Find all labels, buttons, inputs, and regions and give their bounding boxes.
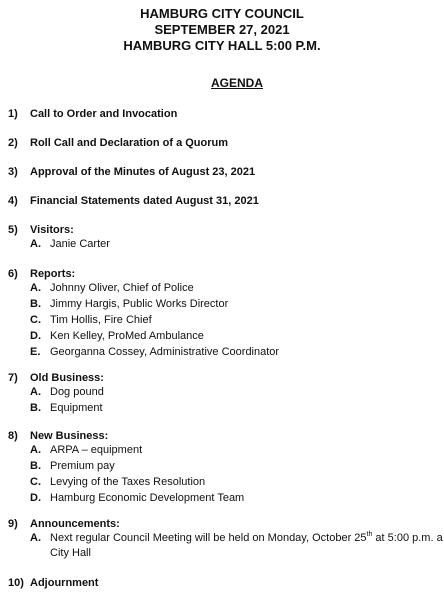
sub-item (8, 443, 438, 458)
agenda-item-8 (8, 430, 438, 506)
item-title: Old Business: (30, 372, 104, 384)
item-number: 6) (8, 268, 18, 280)
sub-item-text: Jimmy Hargis, Public Works Director (50, 298, 229, 310)
sub-item-text: Tim Hollis, Fire Chief (50, 314, 152, 326)
sub-item-text: Ken Kelley, ProMed Ambulance (50, 330, 204, 342)
agenda-item-3 (8, 166, 438, 178)
item-number: 8) (8, 430, 18, 442)
item-title: Financial Statements dated August 31, 2021 (30, 195, 259, 207)
sub-item-letter: B. (30, 402, 41, 414)
sub-item (8, 345, 438, 360)
sub-item-text-before: Next regular Council Meeting will be held on Monday, October 25 (50, 532, 367, 544)
sub-item (8, 281, 438, 296)
sub-item (8, 313, 438, 328)
sub-item-text: Johnny Oliver, Chief of Police (50, 282, 194, 294)
sub-item (8, 459, 438, 474)
item-number: 3) (8, 166, 18, 178)
agenda-item-5 (8, 224, 438, 252)
agenda-item-10 (8, 577, 438, 589)
sub-item-continuation: City Hall (50, 547, 91, 559)
item-title: Roll Call and Declaration of a Quorum (30, 137, 229, 149)
sub-item-letter: A. (30, 532, 41, 544)
item-number: 1) (8, 108, 18, 120)
sub-item-letter: B. (30, 298, 41, 310)
sub-item-text: Janie Carter (50, 238, 110, 250)
document-header (0, 6, 444, 54)
agenda-title: AGENDA (210, 76, 263, 90)
sub-item-letter: A. (30, 444, 41, 456)
sub-item (8, 401, 438, 416)
sub-item (8, 237, 438, 252)
sub-item-letter: B. (30, 460, 41, 472)
sub-item (8, 531, 443, 561)
sub-item (8, 475, 438, 490)
agenda-item-4 (8, 195, 438, 207)
item-number: 10) (8, 577, 24, 589)
sub-item-text: ARPA – equipment (50, 444, 143, 456)
sub-item (8, 491, 438, 506)
sub-item-text: Hamburg Economic Development Team (50, 492, 245, 504)
sub-item-letter: A. (30, 238, 41, 250)
header-line-1: HAMBURG CITY COUNCIL (140, 6, 304, 21)
item-title: Visitors: (30, 224, 74, 236)
item-title: New Business: (30, 430, 109, 442)
sub-item-text-after: at 5:00 p.m. a (372, 532, 443, 544)
header-line-2: SEPTEMBER 27, 2021 (154, 22, 290, 37)
item-title: Adjournment (30, 577, 99, 589)
superscript: th (366, 531, 373, 538)
item-title: Reports: (30, 268, 76, 280)
agenda-item-7 (8, 372, 438, 416)
header-line-3: HAMBURG CITY HALL 5:00 P.M. (123, 38, 321, 53)
agenda-item-6 (8, 268, 438, 360)
item-number: 4) (8, 195, 18, 207)
item-number: 2) (8, 137, 18, 149)
item-number: 7) (8, 372, 18, 384)
item-title: Announcements: (30, 518, 120, 530)
item-number: 9) (8, 518, 18, 530)
sub-item-letter: C. (30, 314, 41, 326)
sub-item (8, 385, 438, 400)
sub-item-letter: D. (30, 492, 41, 504)
item-title: Call to Order and Invocation (30, 108, 178, 120)
sub-item-letter: E. (30, 346, 41, 358)
sub-item (8, 297, 438, 312)
sub-item-text: Dog pound (50, 386, 104, 398)
agenda-item-1 (8, 108, 438, 120)
sub-item-text: Levying of the Taxes Resolution (50, 476, 206, 488)
sub-item-letter: A. (30, 386, 41, 398)
sub-item-letter: C. (30, 476, 41, 488)
agenda-item-9 (8, 518, 443, 561)
item-number: 5) (8, 224, 18, 236)
item-title: Approval of the Minutes of August 23, 2021 (30, 166, 256, 178)
sub-item-text: Georganna Cossey, Administrative Coordinator (50, 346, 280, 358)
sub-item-letter: A. (30, 282, 41, 294)
agenda-item-2 (8, 137, 438, 149)
sub-item (8, 329, 438, 344)
sub-item-text: Premium pay (50, 460, 115, 472)
sub-item-text: Equipment (50, 402, 103, 414)
sub-item-letter: D. (30, 330, 41, 342)
sub-item-text (50, 532, 443, 544)
